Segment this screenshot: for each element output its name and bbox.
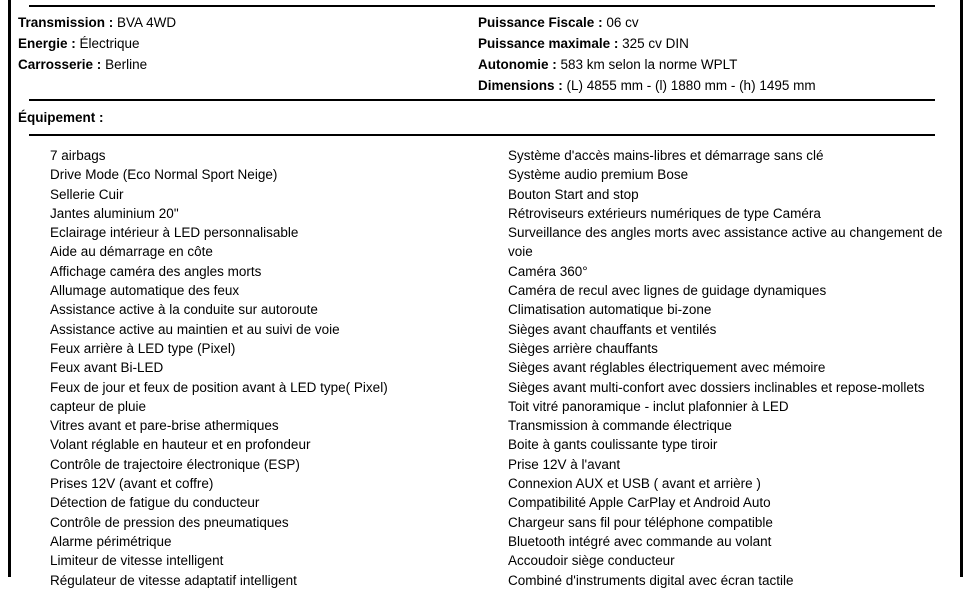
equipment-item: Alarme périmétrique bbox=[50, 533, 172, 549]
spec-column-right bbox=[478, 12, 816, 96]
equipment-item: Prises 12V (avant et coffre) bbox=[50, 476, 214, 492]
equipment-item: Allumage automatique des feux bbox=[50, 283, 240, 299]
equipment-item: Sièges avant réglables électriquement avec mémoire bbox=[508, 360, 826, 376]
equipment-item: Système audio premium Bose bbox=[508, 167, 689, 183]
spec-value: (L) 4855 mm - (l) 1880 mm - (h) 1495 mm bbox=[566, 78, 816, 93]
spec-label: Transmission : bbox=[18, 15, 114, 30]
equipment-item: capteur de pluie bbox=[50, 398, 147, 414]
equipment-column-left bbox=[50, 146, 388, 590]
equipment-item: Feux arrière à LED type (Pixel) bbox=[50, 340, 236, 356]
equipment-item: Affichage caméra des angles morts bbox=[50, 263, 262, 279]
equipment-item: Aide au démarrage en côte bbox=[50, 244, 213, 260]
equipment-item: Assistance active au maintien et au suivi de voie bbox=[50, 321, 340, 337]
equipment-item: Feux avant Bi-LED bbox=[50, 360, 164, 376]
equipment-item: Connexion AUX et USB ( avant et arrière ) bbox=[508, 476, 761, 492]
page-border-left bbox=[8, 0, 11, 577]
equipment-item: 7 airbags bbox=[50, 148, 106, 163]
spec-row bbox=[18, 54, 176, 75]
spec-column-left bbox=[18, 12, 176, 75]
equipment-item: Chargeur sans fil pour téléphone compatible bbox=[508, 514, 773, 530]
equipment-item: Toit vitré panoramique - inclut plafonnier à LED bbox=[508, 398, 789, 414]
spec-label: Puissance maximale : bbox=[478, 36, 619, 51]
spec-row bbox=[18, 33, 176, 54]
equipment-item: Caméra 360° bbox=[508, 263, 588, 279]
equipment-item: Régulateur de vitesse adaptatif intelligent bbox=[50, 572, 297, 588]
equipment-item: Compatibilité Apple CarPlay et Android Auto bbox=[508, 495, 771, 511]
equipment-item: Sellerie Cuir bbox=[50, 186, 124, 202]
equipment-item: Sièges arrière chauffants bbox=[508, 340, 658, 356]
equipment-item: Surveillance des angles morts avec assistance active au changement de bbox=[508, 225, 943, 241]
rule-header-bottom bbox=[29, 99, 935, 101]
equipment-item: Accoudoir siège conducteur bbox=[508, 553, 675, 569]
equipment-item: Climatisation automatique bi-zone bbox=[508, 302, 712, 318]
spec-row bbox=[18, 12, 176, 33]
equipment-item: Limiteur de vitesse intelligent bbox=[50, 553, 224, 569]
spec-row bbox=[478, 75, 816, 96]
spec-row bbox=[478, 54, 816, 75]
equipment-item: Feux de jour et feux de position avant à LED type( Pixel) bbox=[50, 379, 388, 395]
equipment-item: Bluetooth intégré avec commande au volant bbox=[508, 533, 772, 549]
equipment-item: Système d'accès mains-libres et démarrage sans clé bbox=[508, 148, 824, 163]
equipment-item: Volant réglable en hauteur et en profondeur bbox=[50, 437, 311, 453]
equipment-section-title: Équipement : bbox=[18, 110, 104, 125]
equipment-item: Sièges avant multi-confort avec dossiers inclinables et repose-mollets bbox=[508, 379, 925, 395]
spec-label: Energie : bbox=[18, 36, 76, 51]
spec-row bbox=[478, 12, 816, 33]
spec-value: BVA 4WD bbox=[117, 15, 177, 30]
rule-equipment-title-bottom bbox=[29, 134, 935, 136]
equipment-item: Eclairage intérieur à LED personnalisable bbox=[50, 225, 299, 241]
equipment-item: Contrôle de pression des pneumatiques bbox=[50, 514, 289, 530]
page-border-right bbox=[960, 0, 963, 577]
spec-label: Puissance Fiscale : bbox=[478, 15, 603, 30]
spec-value: 325 cv DIN bbox=[622, 36, 689, 51]
equipment-item: Assistance active à la conduite sur autoroute bbox=[50, 302, 318, 318]
spec-label: Carrosserie : bbox=[18, 57, 102, 72]
spec-value: 06 cv bbox=[606, 15, 639, 30]
equipment-item: Transmission à commande électrique bbox=[508, 418, 732, 434]
spec-label: Autonomie : bbox=[478, 57, 557, 72]
equipment-item: Drive Mode (Eco Normal Sport Neige) bbox=[50, 167, 278, 183]
equipment-item: Vitres avant et pare-brise athermiques bbox=[50, 418, 279, 434]
equipment-item: voie bbox=[508, 244, 533, 260]
spec-value: Berline bbox=[105, 57, 148, 72]
equipment-item: Combiné d'instruments digital avec écran tactile bbox=[508, 572, 794, 588]
equipment-item: Bouton Start and stop bbox=[508, 186, 639, 202]
spec-row bbox=[478, 33, 816, 54]
spec-value: 583 km selon la norme WPLT bbox=[560, 57, 738, 72]
spec-label: Dimensions : bbox=[478, 78, 563, 93]
equipment-column-right bbox=[508, 146, 943, 590]
equipment-item: Contrôle de trajectoire électronique (ESP) bbox=[50, 456, 300, 472]
equipment-item: Rétroviseurs extérieurs numériques de type Caméra bbox=[508, 205, 821, 221]
equipment-item: Prise 12V à l'avant bbox=[508, 456, 621, 472]
equipment-item: Caméra de recul avec lignes de guidage dynamiques bbox=[508, 283, 827, 299]
rule-top bbox=[29, 5, 935, 7]
equipment-item: Jantes aluminium 20" bbox=[50, 205, 179, 221]
equipment-item: Détection de fatigue du conducteur bbox=[50, 495, 260, 511]
spec-value: Électrique bbox=[79, 36, 140, 51]
equipment-item: Sièges avant chauffants et ventilés bbox=[508, 321, 717, 337]
equipment-item: Boite à gants coulissante type tiroir bbox=[508, 437, 718, 453]
